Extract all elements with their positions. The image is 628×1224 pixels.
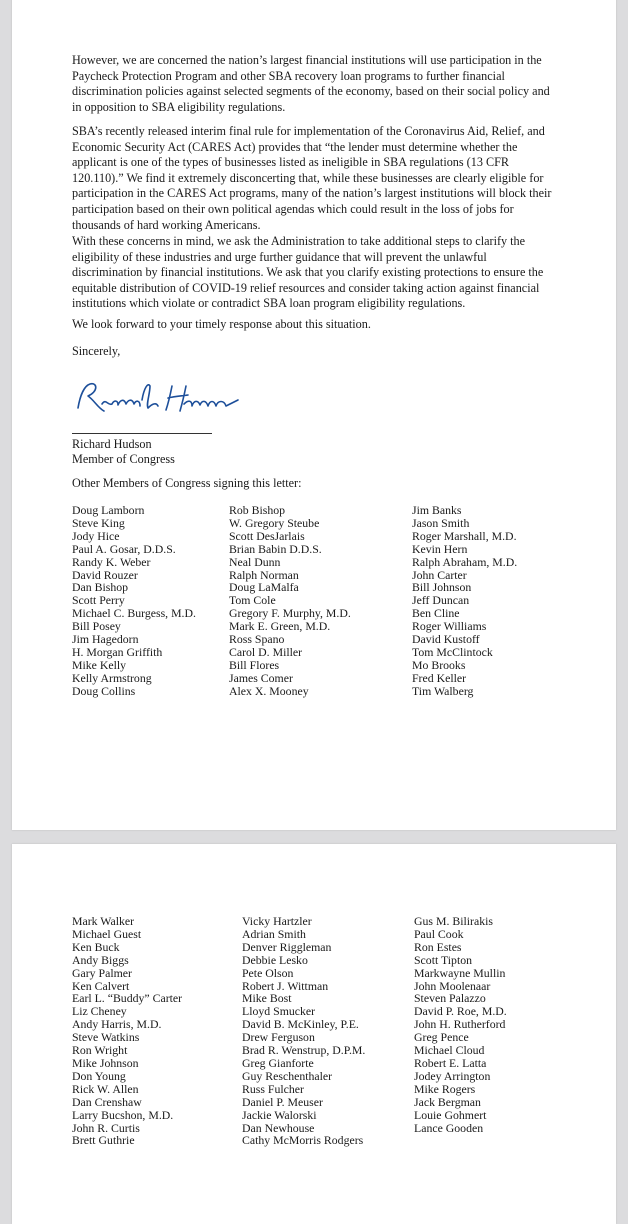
cosigner-name: Dan Crenshaw <box>72 1094 142 1109</box>
cosigners-heading: Other Members of Congress signing this letter: <box>72 476 302 490</box>
cosigner-name: Markwayne Mullin <box>414 965 506 980</box>
cosigner-name: Greg Gianforte <box>242 1055 314 1070</box>
cosigner-name: Jody Hice <box>72 528 120 543</box>
cosigner-name: Neal Dunn <box>229 554 281 569</box>
cosigner-name: Ron Estes <box>414 939 462 954</box>
cosigner-name: Jack Bergman <box>414 1094 481 1109</box>
cosigner-name: Mark Walker <box>72 914 135 928</box>
cosigner-name: Carol D. Miller <box>229 644 303 659</box>
cosigner-name: Gregory F. Murphy, M.D. <box>229 606 351 621</box>
cosigner-name: Paul Cook <box>414 926 464 941</box>
cosigner-name: Roger Williams <box>412 619 487 634</box>
paragraph-request: With these concerns in mind, we ask the Administration to take additional steps to clarify the eligibility of these industries and urge further guidance that will prevent the unlawful discrimination by financial institutions. We ask that you clarify existing protections to ensure the equitable distribution of COVID-19 relief resources and consider taking action against financial institutions which violate or contradict SBA loan program eligibility regulations. <box>72 234 544 311</box>
cosigners-page1-column2 <box>229 504 351 698</box>
cosigner-name: David Rouzer <box>72 567 138 582</box>
cosigners-page2-column3 <box>414 915 507 1134</box>
cosigner-name: Don Young <box>72 1068 126 1083</box>
cosigner-name: Ken Buck <box>72 939 120 954</box>
cosigner-name: Doug Collins <box>72 683 136 698</box>
paragraph-cares-act: SBA’s recently released interim final rule for implementation of the Coronavirus Aid, Relief, and Economic Security Act (CARES Act) provides that “the lender must determine whether the applicant is one of the types of businesses listed as ineligible in SBA regulations (13 CFR 120.110).” We find it extremely disconcerting that, while these businesses are clearly eligible for participation in the CARES Act programs, many of the nation’s largest institutions will block their participation based on their own political agendas which could result in the loss of jobs for thousands of hard working Americans. <box>72 124 552 232</box>
cosigner-name: Ralph Abraham, M.D. <box>412 554 518 569</box>
cosigner-name: Jim Banks <box>412 503 462 517</box>
cosigner-name: Michael Guest <box>72 926 142 941</box>
cosigner-name: John R. Curtis <box>72 1120 140 1135</box>
cosigner-name: Vicky Hartzler <box>242 914 312 928</box>
cosigner-name: Adrian Smith <box>242 926 306 941</box>
cosigner-name: Mike Johnson <box>72 1055 139 1070</box>
cosigner-name: Bill Flores <box>229 657 280 672</box>
cosigner-name: Louie Gohmert <box>414 1107 487 1122</box>
cosigner-name: Tom Cole <box>229 593 276 608</box>
cosigner-name: Cathy McMorris Rodgers <box>242 1133 364 1148</box>
cosigner-name: Brett Guthrie <box>72 1133 135 1148</box>
cosigner-name: Doug LaMalfa <box>229 580 299 595</box>
cosigner-name: Earl L. “Buddy” Carter <box>72 991 183 1006</box>
cosigner-name: Mark E. Green, M.D. <box>229 619 331 634</box>
cosigner-name: Andy Biggs <box>72 952 129 967</box>
cosigner-name: Lance Gooden <box>414 1120 484 1135</box>
cosigner-name: Scott Tipton <box>414 952 473 967</box>
cosigner-name: Scott DesJarlais <box>229 528 305 543</box>
paragraph-response: We look forward to your timely response about this situation. <box>72 317 371 331</box>
cosigner-name: Mike Rogers <box>414 1081 476 1096</box>
cosigner-name: Jim Hagedorn <box>72 632 139 647</box>
cosigner-name: Rick W. Allen <box>72 1081 139 1096</box>
cosigner-name: Jackie Walorski <box>242 1107 317 1122</box>
signer-title: Member of Congress <box>72 452 175 466</box>
cosigner-name: Ben Cline <box>412 606 460 621</box>
cosigners-page1-column1 <box>72 504 196 698</box>
cosigner-name: Scott Perry <box>72 593 125 608</box>
signer-name: Richard Hudson <box>72 437 152 451</box>
cosigner-name: Tim Walberg <box>412 683 474 698</box>
cosigner-name: Fred Keller <box>412 670 467 685</box>
cosigner-name: Guy Reschenthaler <box>242 1068 333 1083</box>
cosigner-name: Larry Bucshon, M.D. <box>72 1107 174 1122</box>
cosigner-name: Alex X. Mooney <box>229 683 309 698</box>
cosigner-name: Rob Bishop <box>229 503 286 517</box>
cosigner-name: Brad R. Wenstrup, D.P.M. <box>242 1043 366 1058</box>
cosigner-name: Bill Posey <box>72 619 121 634</box>
cosigner-name: Debbie Lesko <box>242 952 308 967</box>
cosigner-name: Mike Kelly <box>72 657 127 672</box>
cosigner-name: Roger Marshall, M.D. <box>412 528 517 543</box>
cosigner-name: John Carter <box>412 567 467 582</box>
cosigner-name: H. Morgan Griffith <box>72 644 163 659</box>
cosigners-page2-column1 <box>72 915 182 1147</box>
cosigner-name: Mo Brooks <box>412 657 466 672</box>
closing: Sincerely, <box>72 344 121 358</box>
cosigner-name: Gus M. Bilirakis <box>414 914 493 928</box>
cosigner-name: Lloyd Smucker <box>242 1004 316 1019</box>
letter-page-1 <box>12 0 616 830</box>
cosigner-name: Greg Pence <box>414 1030 469 1045</box>
cosigner-name: Michael C. Burgess, M.D. <box>72 606 196 621</box>
cosigner-name: David P. Roe, M.D. <box>414 1004 507 1019</box>
cosigner-name: Gary Palmer <box>72 965 132 980</box>
cosigner-name: Steve Watkins <box>72 1030 140 1045</box>
cosigner-name: Michael Cloud <box>414 1043 485 1058</box>
cosigner-name: Jodey Arrington <box>414 1068 491 1083</box>
cosigner-name: Ralph Norman <box>229 567 299 582</box>
cosigner-name: David Kustoff <box>412 632 480 647</box>
cosigner-name: Tom McClintock <box>412 644 493 659</box>
cosigner-name: Ron Wright <box>72 1043 128 1058</box>
cosigner-name: Liz Cheney <box>72 1004 127 1019</box>
cosigner-name: James Comer <box>229 670 293 685</box>
cosigner-name: John H. Rutherford <box>414 1017 506 1032</box>
cosigner-name: Dan Bishop <box>72 580 129 595</box>
cosigner-name: Denver Riggleman <box>242 939 332 954</box>
cosigners-page2-column2 <box>242 915 365 1147</box>
cosigner-name: Daniel P. Meuser <box>242 1094 323 1109</box>
cosigner-name: Jason Smith <box>412 515 470 530</box>
cosigner-name: Bill Johnson <box>412 580 472 595</box>
cosigner-name: Mike Bost <box>242 991 292 1006</box>
cosigner-name: Paul A. Gosar, D.D.S. <box>72 541 176 556</box>
cosigner-name: Doug Lamborn <box>72 503 145 517</box>
letter-page-2 <box>12 844 616 1224</box>
signature-line <box>72 433 212 434</box>
cosigner-name: Pete Olson <box>242 965 294 980</box>
cosigner-name: Steven Palazzo <box>414 991 486 1006</box>
cosigner-name: Kelly Armstrong <box>72 670 152 685</box>
cosigner-name: Jeff Duncan <box>412 593 470 608</box>
cosigner-name: Ross Spano <box>229 632 285 647</box>
cosigners-page1-column3 <box>412 504 517 698</box>
cosigner-name: John Moolenaar <box>414 978 491 993</box>
cosigner-name: Ken Calvert <box>72 978 130 993</box>
cosigner-name: Kevin Hern <box>412 541 468 556</box>
cosigner-name: Brian Babin D.D.S. <box>229 541 322 556</box>
cosigner-name: W. Gregory Steube <box>229 515 320 530</box>
cosigner-name: Drew Ferguson <box>242 1030 315 1045</box>
cosigner-name: Steve King <box>72 515 125 530</box>
cosigner-name: Randy K. Weber <box>72 554 151 569</box>
cosigner-name: Robert E. Latta <box>414 1055 487 1070</box>
signature <box>68 378 248 422</box>
cosigner-name: Dan Newhouse <box>242 1120 315 1135</box>
cosigner-name: Andy Harris, M.D. <box>72 1017 162 1032</box>
cosigner-name: David B. McKinley, P.E. <box>242 1017 359 1032</box>
cosigner-name: Russ Fulcher <box>242 1081 304 1096</box>
paragraph-concerns: However, we are concerned the nation’s largest financial institutions will use participation in the Paycheck Protection Program and other SBA recovery loan programs to further financial discrimination policies against selected segments of the economy, based on their social policy and in opposition to SBA eligibility regulations. <box>72 53 550 114</box>
cosigner-name: Robert J. Wittman <box>242 978 329 993</box>
